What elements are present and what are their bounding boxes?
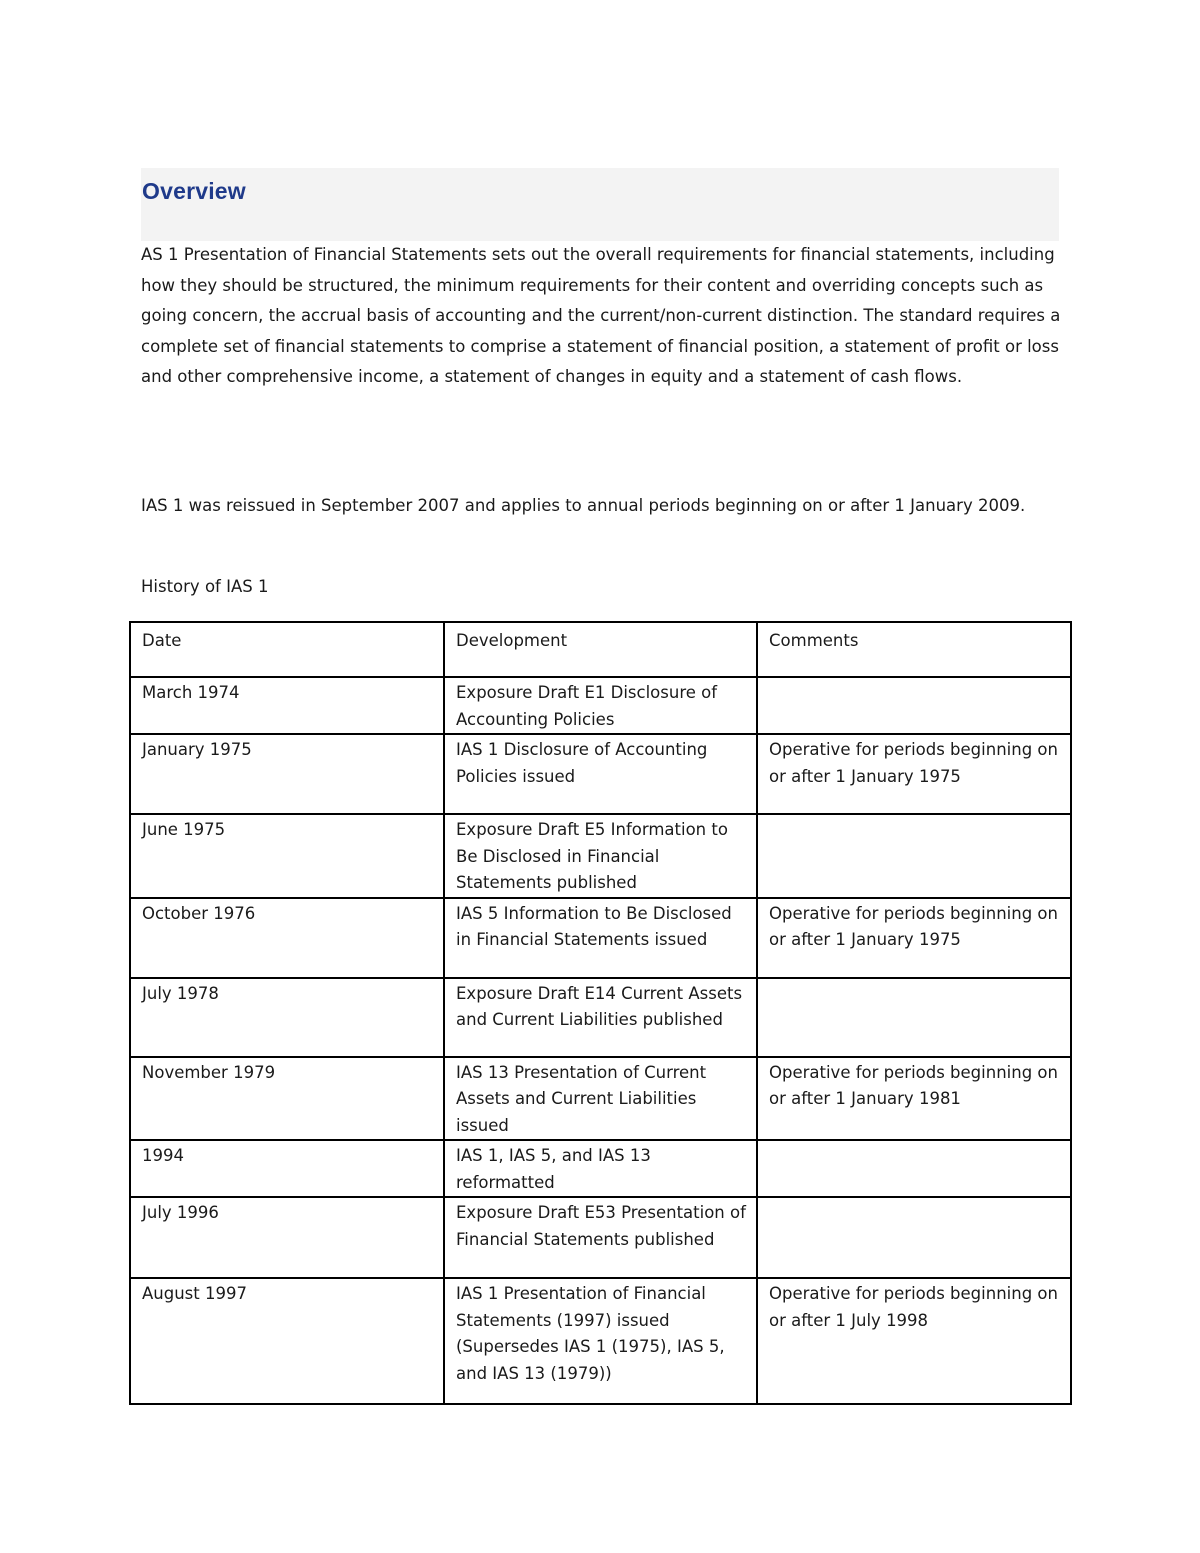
table-row — [130, 978, 1071, 1057]
comments-cell: Operative for periods beginning on or after 1 January 1975 — [757, 898, 1071, 978]
table-row — [130, 898, 1071, 978]
date-cell: November 1979 — [130, 1057, 444, 1141]
development-cell: Exposure Draft E5 Information to Be Disclosed in Financial Statements published — [444, 814, 757, 898]
table-row — [130, 677, 1071, 734]
intro-paragraph: AS 1 Presentation of Financial Statements sets out the overall requirements for financial statements, including how they should be structured, the minimum requirements for their content and overriding concepts such as going concern, the accrual basis of accounting and the current/non-current distinction. The standard requires a complete set of financial statements to comprise a statement of financial position, a statement of profit or loss and other comprehensive income, a statement of changes in equity and a statement of cash flows. — [141, 245, 1061, 386]
table-row — [130, 1140, 1071, 1197]
development-cell: IAS 13 Presentation of Current Assets and Current Liabilities issued — [444, 1057, 757, 1141]
table-row — [130, 814, 1071, 898]
comments-cell — [757, 814, 1071, 898]
date-cell: June 1975 — [130, 814, 444, 898]
date-cell: July 1978 — [130, 978, 444, 1057]
table-row — [130, 734, 1071, 814]
date-cell: October 1976 — [130, 898, 444, 978]
date-cell: January 1975 — [130, 734, 444, 814]
reissue-paragraph: IAS 1 was reissued in September 2007 and applies to annual periods beginning on or after 1 January 2009. — [141, 496, 1026, 515]
development-cell: IAS 1, IAS 5, and IAS 13 reformatted — [444, 1140, 757, 1197]
table-row — [130, 1278, 1071, 1404]
comments-cell — [757, 1140, 1071, 1197]
development-cell: IAS 5 Information to Be Disclosed in Financial Statements issued — [444, 898, 757, 978]
date-cell: July 1996 — [130, 1197, 444, 1278]
development-cell: Exposure Draft E1 Disclosure of Accounting Policies — [444, 677, 757, 734]
development-cell: IAS 1 Presentation of Financial Statements (1997) issued (Supersedes IAS 1 (1975), IAS 5, and IAS 13 (1979)) — [444, 1278, 757, 1404]
table-row — [130, 1057, 1071, 1141]
heading-band — [141, 168, 1059, 241]
comments-cell — [757, 1197, 1071, 1278]
header-cell-date: Date — [130, 622, 444, 677]
development-cell: Exposure Draft E14 Current Assets and Current Liabilities published — [444, 978, 757, 1057]
date-cell: March 1974 — [130, 677, 444, 734]
comments-cell — [757, 978, 1071, 1057]
table-row — [130, 1197, 1071, 1278]
history-label: History of IAS 1 — [141, 577, 269, 596]
history-table — [129, 621, 1072, 1405]
date-cell: 1994 — [130, 1140, 444, 1197]
comments-cell — [757, 677, 1071, 734]
section-heading: Overview — [142, 178, 246, 204]
header-cell-development: Development — [444, 622, 757, 677]
development-cell: IAS 1 Disclosure of Accounting Policies issued — [444, 734, 757, 814]
comments-cell: Operative for periods beginning on or after 1 January 1975 — [757, 734, 1071, 814]
development-cell: Exposure Draft E53 Presentation of Financial Statements published — [444, 1197, 757, 1278]
comments-cell: Operative for periods beginning on or after 1 July 1998 — [757, 1278, 1071, 1404]
table-header-row — [130, 622, 1071, 677]
header-cell-comments: Comments — [757, 622, 1071, 677]
date-cell: August 1997 — [130, 1278, 444, 1404]
comments-cell: Operative for periods beginning on or after 1 January 1981 — [757, 1057, 1071, 1141]
